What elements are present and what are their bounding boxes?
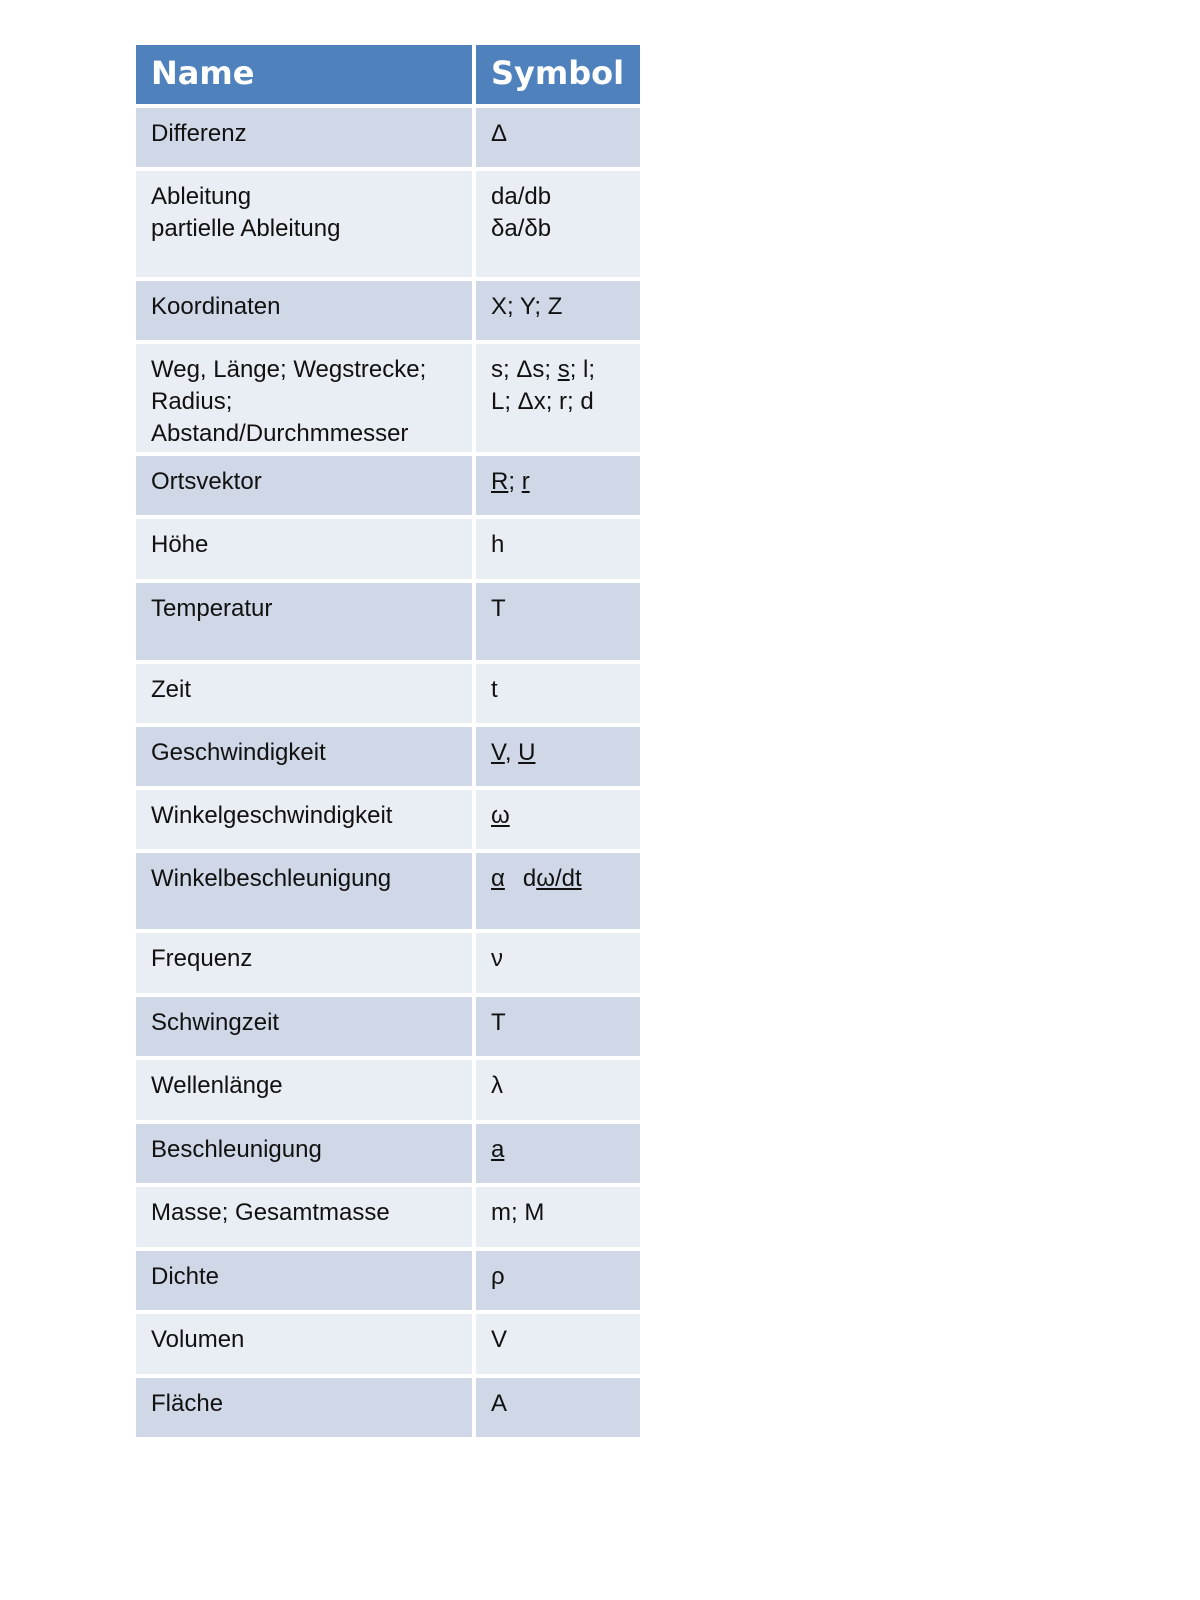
name-cell: Differenz — [136, 108, 472, 167]
symbol-cell: t — [476, 664, 640, 723]
symbol-cell: m; M — [476, 1187, 640, 1247]
table-row — [136, 1124, 640, 1183]
symbol-vector: a — [491, 1136, 505, 1163]
table-row — [136, 171, 640, 277]
table-row — [136, 1378, 640, 1437]
name-cell: Temperatur — [136, 583, 472, 660]
name-cell: Masse; Gesamtmasse — [136, 1187, 472, 1247]
symbol-cell: ρ — [476, 1251, 640, 1310]
table-row — [136, 1251, 640, 1310]
symbol-cell: A — [476, 1378, 640, 1437]
name-cell: Weg, Länge; Wegstrecke; Radius; Abstand/Durchmmesser — [136, 344, 472, 452]
symbol-vector: R — [491, 468, 509, 495]
symbol-cell — [476, 727, 640, 786]
name-cell: Höhe — [136, 519, 472, 579]
name-cell: Volumen — [136, 1314, 472, 1374]
symbol-cell: Δ — [476, 108, 640, 167]
symbol-vector: ω — [491, 802, 510, 829]
symbol-cell: V — [476, 1314, 640, 1374]
symbol-cell: ν — [476, 933, 640, 993]
table-row — [136, 997, 640, 1056]
symbol-separator: , — [504, 739, 519, 766]
table-row — [136, 456, 640, 515]
symbol-separator: ; — [508, 468, 522, 495]
name-cell: Frequenz — [136, 933, 472, 993]
symbol-cell: λ — [476, 1060, 640, 1120]
table-row — [136, 933, 640, 993]
table-header-row — [136, 45, 640, 104]
name-cell: Beschleunigung — [136, 1124, 472, 1183]
symbol-cell: T — [476, 583, 640, 660]
name-cell: Zeit — [136, 664, 472, 723]
symbol-vector: U — [518, 739, 536, 766]
symbol-vector: ω/dt — [536, 865, 582, 892]
table-row — [136, 790, 640, 849]
table-row — [136, 664, 640, 723]
symbol-vector: r — [521, 468, 530, 495]
table-row — [136, 281, 640, 340]
name-cell: Winkelgeschwindigkeit — [136, 790, 472, 849]
name-cell: Geschwindigkeit — [136, 727, 472, 786]
table-row — [136, 1187, 640, 1247]
name-cell: Winkelbeschleunigung — [136, 853, 472, 929]
table-row — [136, 519, 640, 579]
symbol-part: d — [522, 865, 537, 892]
table-row — [136, 1314, 640, 1374]
name-cell: Ableitung partielle Ableitung — [136, 171, 472, 277]
symbol-cell — [476, 790, 640, 849]
name-cell: Koordinaten — [136, 281, 472, 340]
header-symbol: Symbol — [476, 45, 640, 104]
symbol-cell — [476, 1124, 640, 1183]
symbol-vector: α — [491, 865, 505, 892]
name-cell: Dichte — [136, 1251, 472, 1310]
symbol-cell: T — [476, 997, 640, 1056]
table-row — [136, 727, 640, 786]
table-row — [136, 853, 640, 929]
table-row — [136, 344, 640, 452]
name-cell: Schwingzeit — [136, 997, 472, 1056]
symbol-part: ; l; L; Δx; r; d — [491, 356, 596, 415]
symbol-cell: da/db δa/δb — [476, 171, 640, 277]
name-cell: Fläche — [136, 1378, 472, 1437]
symbol-cell: h — [476, 519, 640, 579]
name-cell: Wellenlänge — [136, 1060, 472, 1120]
symbol-vector: s — [557, 356, 570, 383]
symbol-part: s; Δs; — [491, 356, 558, 383]
symbol-cell — [476, 344, 640, 452]
symbol-vector: V — [491, 739, 505, 766]
table-row — [136, 1060, 640, 1120]
symbol-cell: X; Y; Z — [476, 281, 640, 340]
symbol-table — [136, 45, 640, 1437]
symbol-cell — [476, 853, 640, 929]
table-row — [136, 583, 640, 660]
header-name: Name — [136, 45, 472, 104]
table-row — [136, 108, 640, 167]
symbol-cell — [476, 456, 640, 515]
name-cell: Ortsvektor — [136, 456, 472, 515]
